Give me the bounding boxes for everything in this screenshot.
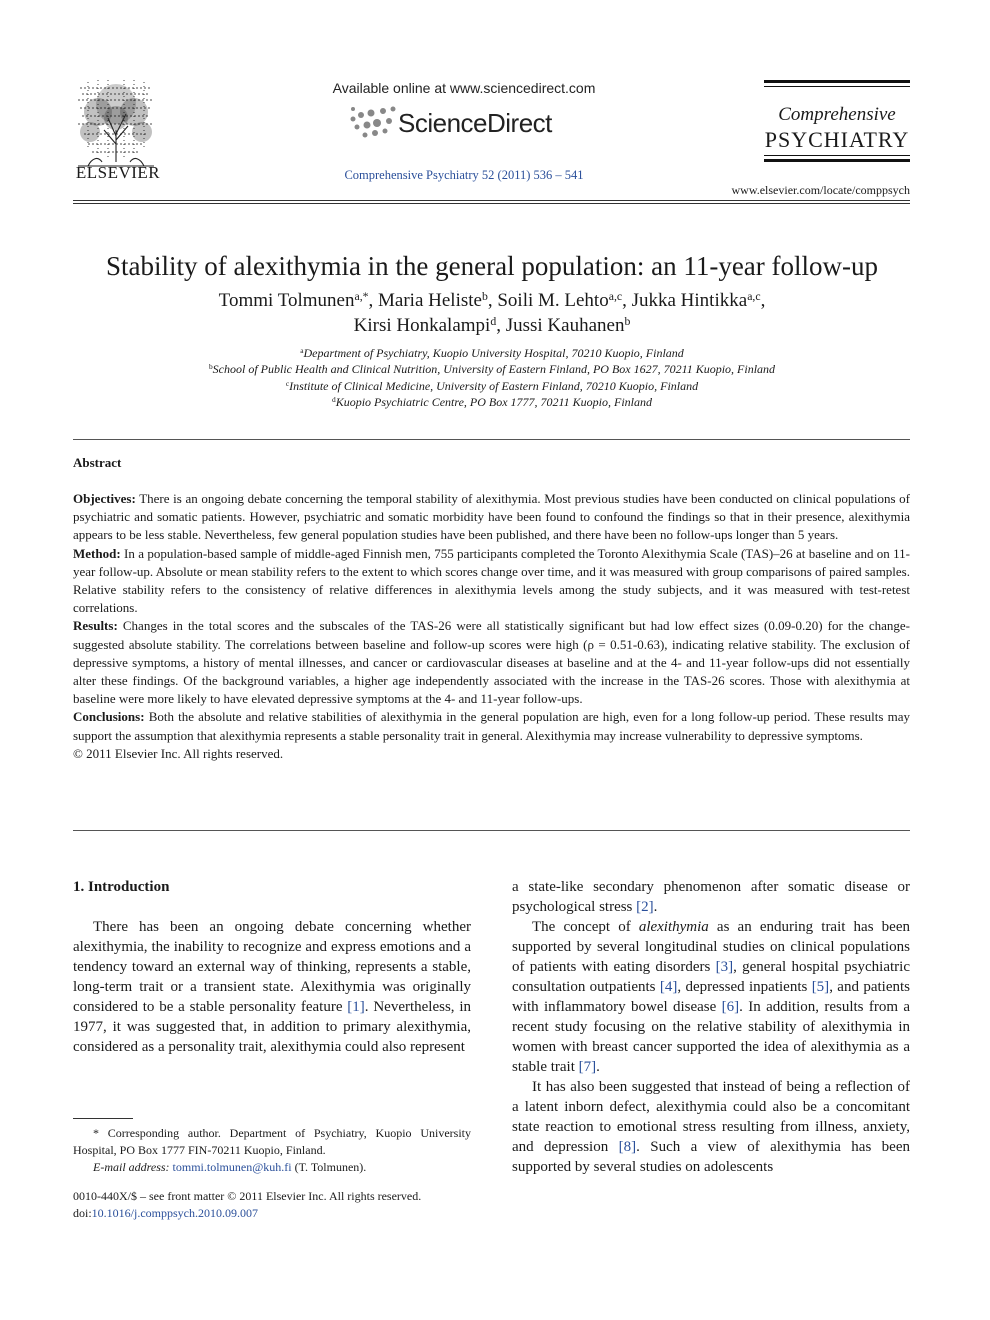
affiliation-text: Institute of Clinical Medicine, University of Eastern Finland, 70210 Kuopio, Finland: [289, 379, 699, 393]
paragraph-text: , general hospital psychiatric consultation outpatients: [512, 959, 910, 995]
paragraph-text: . Nevertheless, in 1977, it was suggested that, in addition to primary alexithymia, considered as a personality trait, alexithymia could also represent: [73, 999, 472, 1055]
journal-logo-rule: [764, 86, 910, 87]
author-separator: ,: [368, 290, 379, 311]
footnote-email: [73, 1159, 471, 1176]
front-matter-footer: [73, 1188, 471, 1222]
abstract-text: Both the absolute and relative stabilities of alexithymia in the general population are high, even for a long follow-up period. These results may support the assumption that alexithymia represents a stable personality trait in general. Alexithymia may increase vulnerability to depressive symptoms.: [73, 709, 910, 743]
abstract-text: Changes in the total scores and the subscales of the TAS-26 were all statistically significant but had low effect sizes (0.09-0.20) for the change-suggested absolute stability. The correlations between baseline and follow-up scores were high (ρ = 0.51-0.63), indicating relative stability. The exclusion of depressive symptoms, a history of mental illnesses, and cancer or cardiovascular diseases at baseline and at the 4- and 11-year follow-ups did not essentially alter these findings. Of the background variables, a higher age independently associated with the increase in the TAS-26 scores. Those with alexithymia at baseline were more likely to have elevated depressive symptoms at the 4- and 11-year follow-ups.: [73, 618, 910, 707]
author-separator: ,: [622, 290, 632, 311]
author-affiliation-mark: d: [490, 314, 497, 328]
paragraph-text: , depressed inpatients: [677, 979, 812, 995]
paragraph-text: as an enduring trait has been supported by several longitudinal studies on clinical populations of patients with eating disorders: [512, 919, 910, 975]
citation-link[interactable]: [3]: [715, 959, 734, 975]
affiliation: [40, 346, 944, 361]
author-name: Jussi Kauhanen: [505, 315, 625, 336]
paper-title: Stability of alexithymia in the general population: an 11-year follow-up: [105, 251, 879, 281]
body-paragraph: [512, 877, 910, 917]
author-separator: ,: [487, 290, 498, 311]
affiliation-mark: d: [331, 394, 336, 404]
citation-link[interactable]: [8]: [618, 1139, 637, 1155]
paragraph-text: , and patients with inflammatory bowel disease: [512, 979, 910, 1015]
body-paragraph: [73, 917, 471, 1057]
abstract-method: [73, 545, 910, 618]
body-paragraph: [512, 917, 910, 1077]
citation-link[interactable]: [7]: [578, 1059, 597, 1075]
abstract-text: There is an ongoing debate concerning the temporal stability of alexithymia. Most previous studies have been conducted on clinical populations of psychiatric and somatic patients. However, psychiatric and somatic morbidity have been found to confound the findings so that in their presence, alexithymia appears to be less stable. Nevertheless, few general population studies have been published, and there have been no follow-ups longer than 5 years.: [73, 491, 910, 543]
available-online-text: Available online at www.sciencedirect.com: [332, 80, 596, 96]
section-divider: [73, 439, 910, 440]
abstract-label: Conclusions:: [73, 709, 145, 725]
elsevier-wordmark: ELSEVIER: [75, 163, 161, 182]
body-column-left: [73, 877, 471, 1057]
doi-label: doi:: [73, 1206, 92, 1220]
journal-logo-line1: Comprehensive: [778, 104, 896, 125]
author-affiliation-mark: a,*: [354, 289, 369, 303]
affiliation-mark: b: [208, 361, 213, 371]
journal-logo-rule: [764, 80, 910, 83]
abstract-objectives: [73, 490, 910, 545]
citation-link[interactable]: [6]: [721, 999, 740, 1015]
paragraph-text: .: [653, 899, 658, 915]
affiliation-mark: a: [300, 345, 304, 355]
author-separator: ,: [496, 315, 506, 336]
sciencedirect-wordmark: ScienceDirect: [398, 108, 552, 138]
doi-link[interactable]: 10.1016/j.comppsych.2010.09.007: [91, 1206, 258, 1220]
email-label: E-mail address:: [93, 1160, 170, 1174]
abstract-label: Objectives:: [73, 491, 136, 506]
affiliation: [40, 379, 944, 394]
paragraph-text: . Such a view of alexithymia has been supported by several studies on adolescents: [512, 1139, 910, 1175]
section-heading: 1. Introduction: [73, 879, 170, 895]
journal-logo-rule: [764, 159, 910, 162]
affiliation-text: School of Public Health and Clinical Nutrition, University of Eastern Finland, PO Box 1627, 70211 Kuopio, Finland: [212, 362, 776, 376]
paragraph-text: . In addition, results from a recent study focusing on the relative stability of alexithymia in women with breast cancer supported the idea of alexithymia as a stable trait: [512, 999, 910, 1075]
paragraph-text: The concept of: [532, 919, 639, 935]
author-affiliation-mark: b: [624, 314, 631, 328]
header-divider: [73, 203, 910, 204]
journal-citation-link[interactable]: Comprehensive Psychiatry 52 (2011) 536 – 541: [344, 168, 584, 182]
email-suffix: (T. Tolmunen).: [291, 1160, 367, 1174]
emphasis-term: alexithymia: [638, 919, 709, 935]
footnote-text: * Corresponding author. Department of Psychiatry, Kuopio University Hospital, PO Box 1777 FIN-70211 Kuopio, Finland.: [73, 1126, 471, 1157]
affiliation-text: Kuopio Psychiatric Centre, PO Box 1777, 70211 Kuopio, Finland: [335, 395, 653, 409]
body-column-right: [512, 877, 910, 1177]
section-divider: [73, 830, 910, 831]
author-name: Kirsi Honkalampi: [353, 315, 491, 336]
abstract-label: Method:: [73, 545, 121, 561]
abstract-body: [73, 490, 910, 763]
abstract-copyright: © 2011 Elsevier Inc. All rights reserved.: [73, 745, 284, 761]
authors-line: [40, 315, 944, 337]
abstract-label: Results:: [73, 618, 118, 634]
citation-link[interactable]: [4]: [659, 979, 678, 995]
affiliation: [40, 362, 944, 377]
paragraph-text: .: [596, 1059, 600, 1075]
paragraph-text: a state-like secondary phenomenon after somatic disease or psychological stress: [512, 879, 910, 915]
footnote-divider: [73, 1118, 133, 1119]
issn-line: 0010-440X/$ – see front matter © 2011 Elsevier Inc. All rights reserved.: [73, 1189, 422, 1203]
abstract-results: [73, 617, 910, 708]
citation-link[interactable]: [1]: [347, 999, 365, 1015]
abstract-heading: Abstract: [73, 455, 122, 470]
journal-logo-line2: PSYCHIATRY: [764, 127, 910, 152]
abstract-text: In a population-based sample of middle-aged Finnish men, 755 participants completed the Toronto Alexithymia Scale (TAS)–26 at baseline and on 11-year follow-up. Absolute or mean stability refers to the extent to which scores change over time, and it was measured with group comparisons of paired samples. Relative stability refers to the consistency of relative differences in alexithymia levels among the study subjects, and it was measured with test-retest correlations.: [73, 545, 910, 616]
citation-link[interactable]: [2]: [636, 899, 654, 915]
affiliation-text: Department of Psychiatry, Kuopio University Hospital, 70210 Kuopio, Finland: [303, 346, 684, 360]
author-affiliation-mark: a,c: [747, 289, 761, 303]
doi-line: [73, 1205, 471, 1222]
citation-link[interactable]: [5]: [811, 979, 830, 995]
paragraph-text: There has been an ongoing debate concerning whether alexithymia, the inability to recognize and express emotions and a tendency toward an external way of thinking, represents a stable, long-term trait or a transient state. Alexithymia was originally considered to be a stable personality feature: [73, 919, 471, 1015]
journal-logo-rule: [764, 155, 910, 156]
author-name: Jukka Hintikka: [631, 290, 748, 311]
journal-url[interactable]: www.elsevier.com/locate/comppsych: [731, 183, 910, 197]
affiliation: [40, 395, 944, 410]
author-name: Tommi Tolmunen: [218, 290, 355, 311]
author-separator: ,: [760, 290, 766, 311]
abstract-conclusions: [73, 708, 910, 744]
author-name: Soili M. Lehto: [497, 290, 609, 311]
corresponding-author-footnote: [73, 1125, 471, 1176]
affiliation-mark: c: [285, 378, 290, 388]
author-affiliation-mark: b: [481, 289, 488, 303]
body-paragraph: [512, 1077, 910, 1177]
paragraph-text: It has also been suggested that instead of being a reflection of a latent inborn defect, alexithymia could also be a concomitant state reaction to emotional stress resulting from illness, anxiety, and depression: [512, 1079, 910, 1155]
header-divider: [73, 200, 910, 201]
email-link[interactable]: tommi.tolmunen@kuh.fi: [172, 1160, 292, 1174]
authors-line: [40, 290, 944, 312]
author-affiliation-mark: a,c: [608, 289, 623, 303]
author-name: Maria Heliste: [378, 290, 482, 311]
